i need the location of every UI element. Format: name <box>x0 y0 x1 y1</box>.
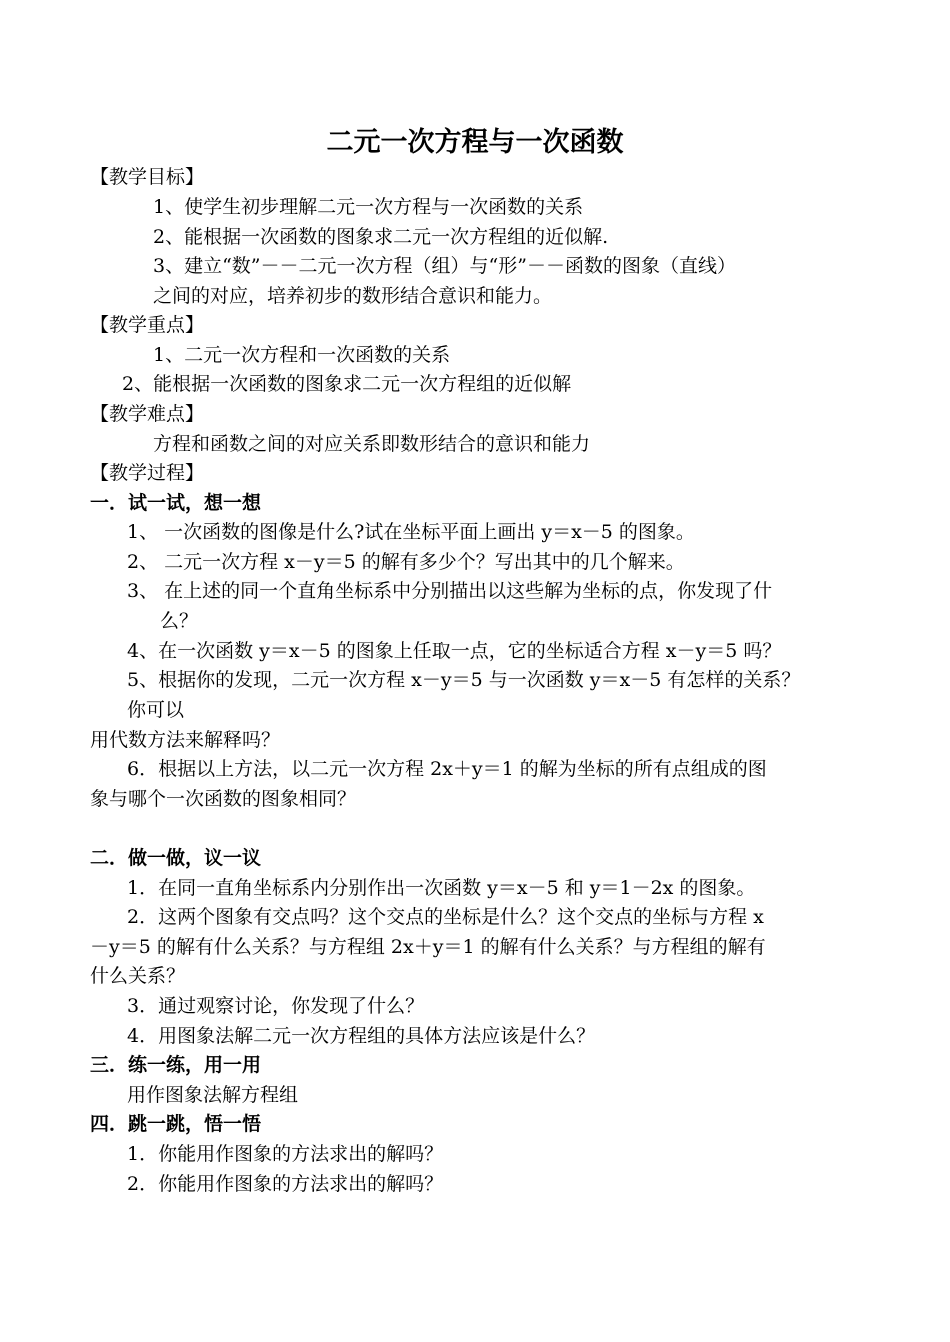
section-1-question-6-line-2: 象与哪个一次函数的图象相同？ <box>90 788 357 810</box>
key-point-item-2: 2、能根据一次函数的图象求二元一次方程组的近似解 <box>122 373 572 395</box>
section-4-question-2: 2．你能用作图象的方法求出的解吗？ <box>127 1173 444 1195</box>
objective-item-1: 1、使学生初步理解二元一次方程与一次函数的关系 <box>153 196 584 218</box>
section-1-question-5-line-1: 5、根据你的发现，二元一次方程 x－y＝5 与一次函数 y＝x－5 有怎样的关系？ <box>127 669 801 691</box>
section-2-question-1: 1．在同一直角坐标系内分别作出一次函数 y＝x－5 和 y＝1－2x 的图象。 <box>127 877 756 899</box>
objectives-heading: 【教学目标】 <box>90 166 205 188</box>
section-1-heading: 一．试一试，想一想 <box>90 492 262 514</box>
difficulties-heading: 【教学难点】 <box>90 403 205 425</box>
document-title: 二元一次方程与一次函数 <box>326 127 624 158</box>
section-1-question-5-line-2: 你可以 <box>127 699 185 721</box>
objective-item-3-line-2: 之间的对应，培养初步的数形结合意识和能力。 <box>153 285 553 307</box>
section-2-question-2-line-1: 2．这两个图象有交点吗？这个交点的坐标是什么？这个交点的坐标与方程 x <box>127 906 764 928</box>
section-1-question-1: 1、 一次函数的图像是什么?试在坐标平面上画出 y＝x－5 的图象。 <box>127 521 695 543</box>
section-1-question-4: 4、在一次函数 y＝x－5 的图象上任取一点，它的坐标适合方程 x－y＝5 吗？ <box>127 640 782 662</box>
key-points-heading: 【教学重点】 <box>90 314 205 336</box>
difficulties-text: 方程和函数之间的对应关系即数形结合的意识和能力 <box>153 433 591 455</box>
section-1-question-5-line-3: 用代数方法来解释吗？ <box>90 729 281 751</box>
section-1-question-6-line-1: 6．根据以上方法，以二元一次方程 2x＋y＝1 的解为坐标的所有点组成的图 <box>127 758 767 780</box>
section-1-question-3-line-1: 3、 在上述的同一个直角坐标系中分别描出以这些解为坐标的点，你发现了什 <box>127 580 773 602</box>
section-4-question-1: 1．你能用作图象的方法求出的解吗？ <box>127 1143 444 1165</box>
process-heading: 【教学过程】 <box>90 462 205 484</box>
section-2-question-2-line-3: 什么关系？ <box>90 965 186 987</box>
section-2-question-4: 4．用图象法解二元一次方程组的具体方法应该是什么？ <box>127 1025 596 1047</box>
section-1-question-3-line-2: 么？ <box>160 610 199 632</box>
section-2-question-3: 3．通过观察讨论，你发现了什么？ <box>127 995 425 1017</box>
section-2-heading: 二．做一做，议一议 <box>90 847 262 869</box>
section-2-question-2-line-2: －y＝5 的解有什么关系？与方程组 2x＋y＝1 的解有什么关系？与方程组的解有 <box>90 936 766 958</box>
section-3-text: 用作图象法解方程组 <box>127 1084 299 1106</box>
objective-item-3-line-1: 3、建立“数”－－二元一次方程（组）与“形”－－函数的图象（直线） <box>153 255 736 277</box>
key-point-item-1: 1、二元一次方程和一次函数的关系 <box>153 344 451 366</box>
objective-item-2: 2、能根据一次函数的图象求二元一次方程组的近似解. <box>153 226 609 248</box>
section-1-question-2: 2、 二元一次方程 x－y＝5 的解有多少个？写出其中的几个解来。 <box>127 551 685 573</box>
section-3-heading: 三．练一练，用一用 <box>90 1054 262 1076</box>
section-4-heading: 四．跳一跳，悟一悟 <box>90 1113 262 1135</box>
